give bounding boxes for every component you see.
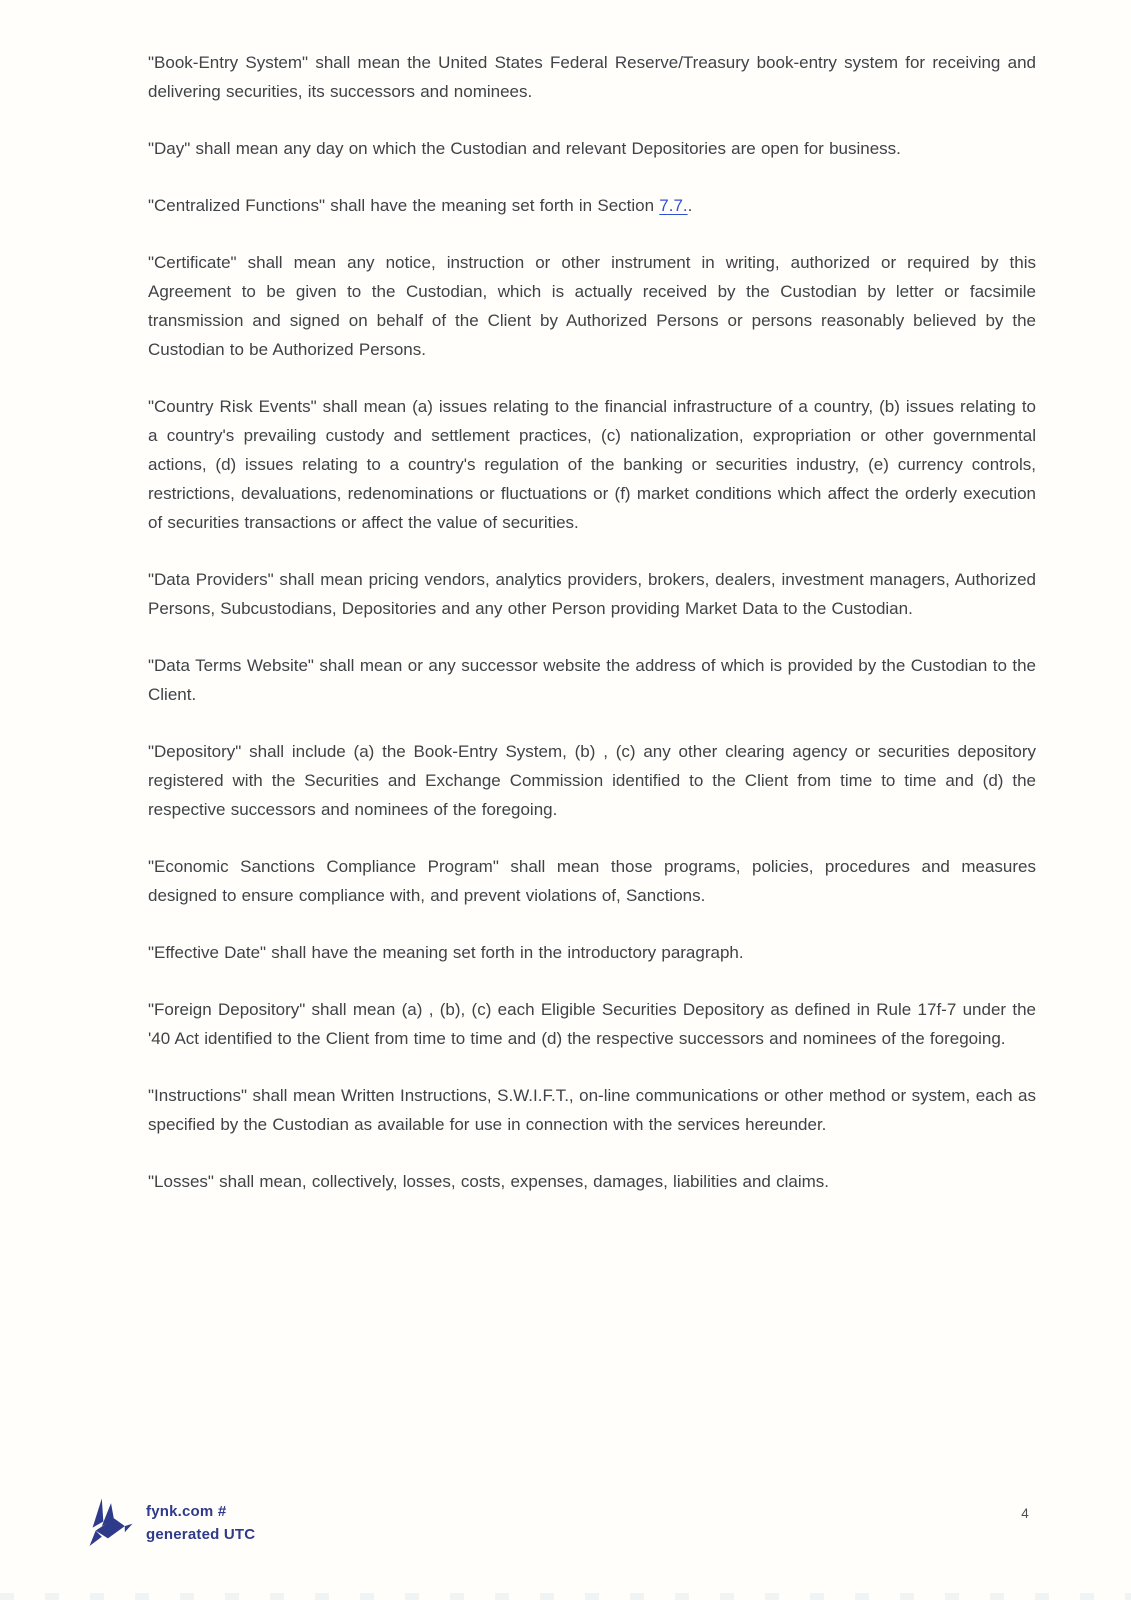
fynk-origami-bird-icon <box>88 1492 134 1554</box>
definition-losses: "Losses" shall mean, collectively, losses, costs, expenses, damages, liabilities and claims. <box>148 1172 829 1191</box>
definition-effective-date: "Effective Date" shall have the meaning set forth in the introductory paragraph. <box>148 943 744 962</box>
definition-foreign-depository: "Foreign Depository" shall mean (a) , (b), (c) each Eligible Securities Depository as defined in Rule 17f-7 under the '40 Act identified to the Client from time to time and (d) the respective successors and nominees of the foregoing. <box>148 1000 1036 1048</box>
next-page-edge <box>0 1593 1131 1600</box>
definition-depository: "Depository" shall include (a) the Book-Entry System, (b) , (c) any other clearing agency or securities depository registered with the Securities and Exchange Commission identified to the Client from time to time and (d) the respective successors and nominees of the foregoing. <box>148 742 1036 819</box>
definition-instructions: "Instructions" shall mean Written Instructions, S.W.I.F.T., on-line communications or other method or system, each as specified by the Custodian as available for use in connection with the services hereunder. <box>148 1086 1036 1134</box>
definition-economic-sanctions-compliance-program: "Economic Sanctions Compliance Program" shall mean those programs, policies, procedures and measures designed to ensure compliance with, and prevent violations of, Sanctions. <box>148 857 1036 905</box>
document-body <box>148 48 1036 1224</box>
definition-country-risk-events: "Country Risk Events" shall mean (a) issues relating to the financial infrastructure of a country, (b) issues relating to a country's prevailing custody and settlement practices, (c) nationalization, expropriation or other governmental actions, (d) issues relating to a country's regulation of the banking or securities industry, (e) currency controls, restrictions, devaluations, redenominations or fluctuations or (f) market conditions which affect the orderly execution of securities transactions or affect the value of securities. <box>148 397 1036 532</box>
definition-centralized-functions <box>148 191 1036 220</box>
section-7-7-link[interactable]: 7.7. <box>659 196 688 215</box>
definition-book-entry-system: "Book-Entry System" shall mean the United States Federal Reserve/Treasury book-entry system for receiving and delivering securities, its successors and nominees. <box>148 53 1036 101</box>
definition-centralized-functions-text: "Centralized Functions" shall have the meaning set forth in Section <box>148 196 660 215</box>
definition-certificate: "Certificate" shall mean any notice, instruction or other instrument in writing, authorized or required by this Agreement to be given to the Custodian, which is actually received by the Custodian by letter or facsimile transmission and signed on behalf of the Client by Authorized Persons or persons reasonably believed by the Custodian to be Authorized Persons. <box>148 253 1036 359</box>
definition-data-providers: "Data Providers" shall mean pricing vendors, analytics providers, brokers, dealers, investment managers, Authorized Persons, Subcustodians, Depositories and any other Person providing Market Data to the Custodian. <box>148 570 1036 618</box>
definition-centralized-functions-tail: . <box>687 196 693 215</box>
footer-brand <box>88 1492 255 1554</box>
page-number: 4 <box>1021 1506 1029 1521</box>
definition-day: "Day" shall mean any day on which the Custodian and relevant Depositories are open for business. <box>148 139 901 158</box>
footer-brand-text <box>146 1500 255 1546</box>
footer-brand-line1: fynk.com # <box>146 1503 227 1520</box>
definition-data-terms-website: "Data Terms Website" shall mean or any successor website the address of which is provided by the Custodian to the Client. <box>148 656 1036 704</box>
footer-brand-line2: generated UTC <box>146 1526 256 1543</box>
